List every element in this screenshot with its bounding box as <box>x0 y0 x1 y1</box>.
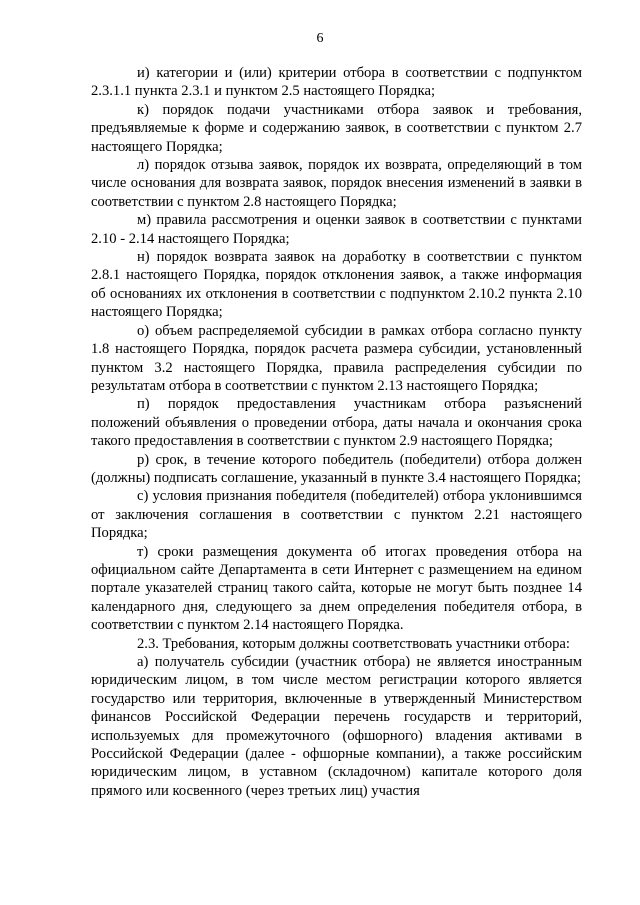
paragraph-2-3-heading: 2.3. Требования, которым должны соответствовать участники отбора: <box>137 635 570 652</box>
paragraph-a: а) получатель субсидии (участник отбора) не является иностранным юридическим лицом, в том числе местом регистрации которого является государство или территория, включенные в утвержденный Министерством финансов Российской Федерации перечень государств и территорий, используемых для промежуточного (офшорного) владения активами в Российской Федерации (далее - офшорные компании), а также российским юридическим лицом, в уставном (складочном) капитале которого доля прямого или косвенного (через третьих лиц) участия <box>91 654 582 799</box>
paragraph-k: к) порядок подачи участниками отбора заявок и требования, предъявляемые к форме и содержанию заявок, в соответствии с пунктом 2.7 настоящего Порядка; <box>91 101 582 155</box>
document-body <box>91 64 582 800</box>
paragraph-r: р) срок, в течение которого победитель (победители) отбора должен (должны) подписать соглашение, указанный в пункте 3.4 настоящего Порядка; <box>91 451 582 486</box>
paragraph-m: м) правила рассмотрения и оценки заявок в соответствии с пунктами 2.10 - 2.14 настоящего Порядка; <box>91 212 582 247</box>
paragraph-s: с) условия признания победителя (победителей) отбора уклонившимся от заключения соглашения в соответствии с пунктом 2.21 настоящего Порядка; <box>91 488 582 542</box>
paragraph-o: о) объем распределяемой субсидии в рамках отбора согласно пункту 1.8 настоящего Порядка, порядок расчета размера субсидии, установленный пунктом 3.2 настоящего Порядка, правила распределения субсидии по результатам отбора в соответствии с пунктом 2.13 настоящего Порядка; <box>91 322 582 394</box>
paragraph-l: л) порядок отзыва заявок, порядок их возврата, определяющий в том числе основания для возврата заявок, порядок внесения изменений в заявки в соответствии с пунктом 2.8 настоящего Порядка; <box>91 157 582 210</box>
paragraph-t: т) сроки размещения документа об итогах проведения отбора на официальном сайте Департамента в сети Интернет с размещением на едином портале указателей страниц такого сайта, которые не могут быть позднее 14 календарного дня, следующего за днем определения победителя отбора, в соответствии с пунктом 2.14 настоящего Порядка. <box>91 543 582 634</box>
paragraph-i: и) категории и (или) критерии отбора в соответствии с подпунктом 2.3.1.1 пункта 2.3.1 и пунктом 2.5 настоящего Порядка; <box>91 65 582 100</box>
paragraph-n: н) порядок возврата заявок на доработку в соответствии с пунктом 2.8.1 настоящего Порядка, порядок отклонения заявок, а также информация об основаниях их отклонения в соответствии с подпунктом 2.10.2 пункта 2.10 настоящего Порядка; <box>91 249 582 321</box>
page-number: 6 <box>316 31 324 46</box>
paragraph-p: п) порядок предоставления участникам отбора разъяснений положений объявления о проведении отбора, даты начала и окончания срока такого предоставления в соответствии с пунктом 2.9 настоящего Порядка; <box>91 396 582 450</box>
